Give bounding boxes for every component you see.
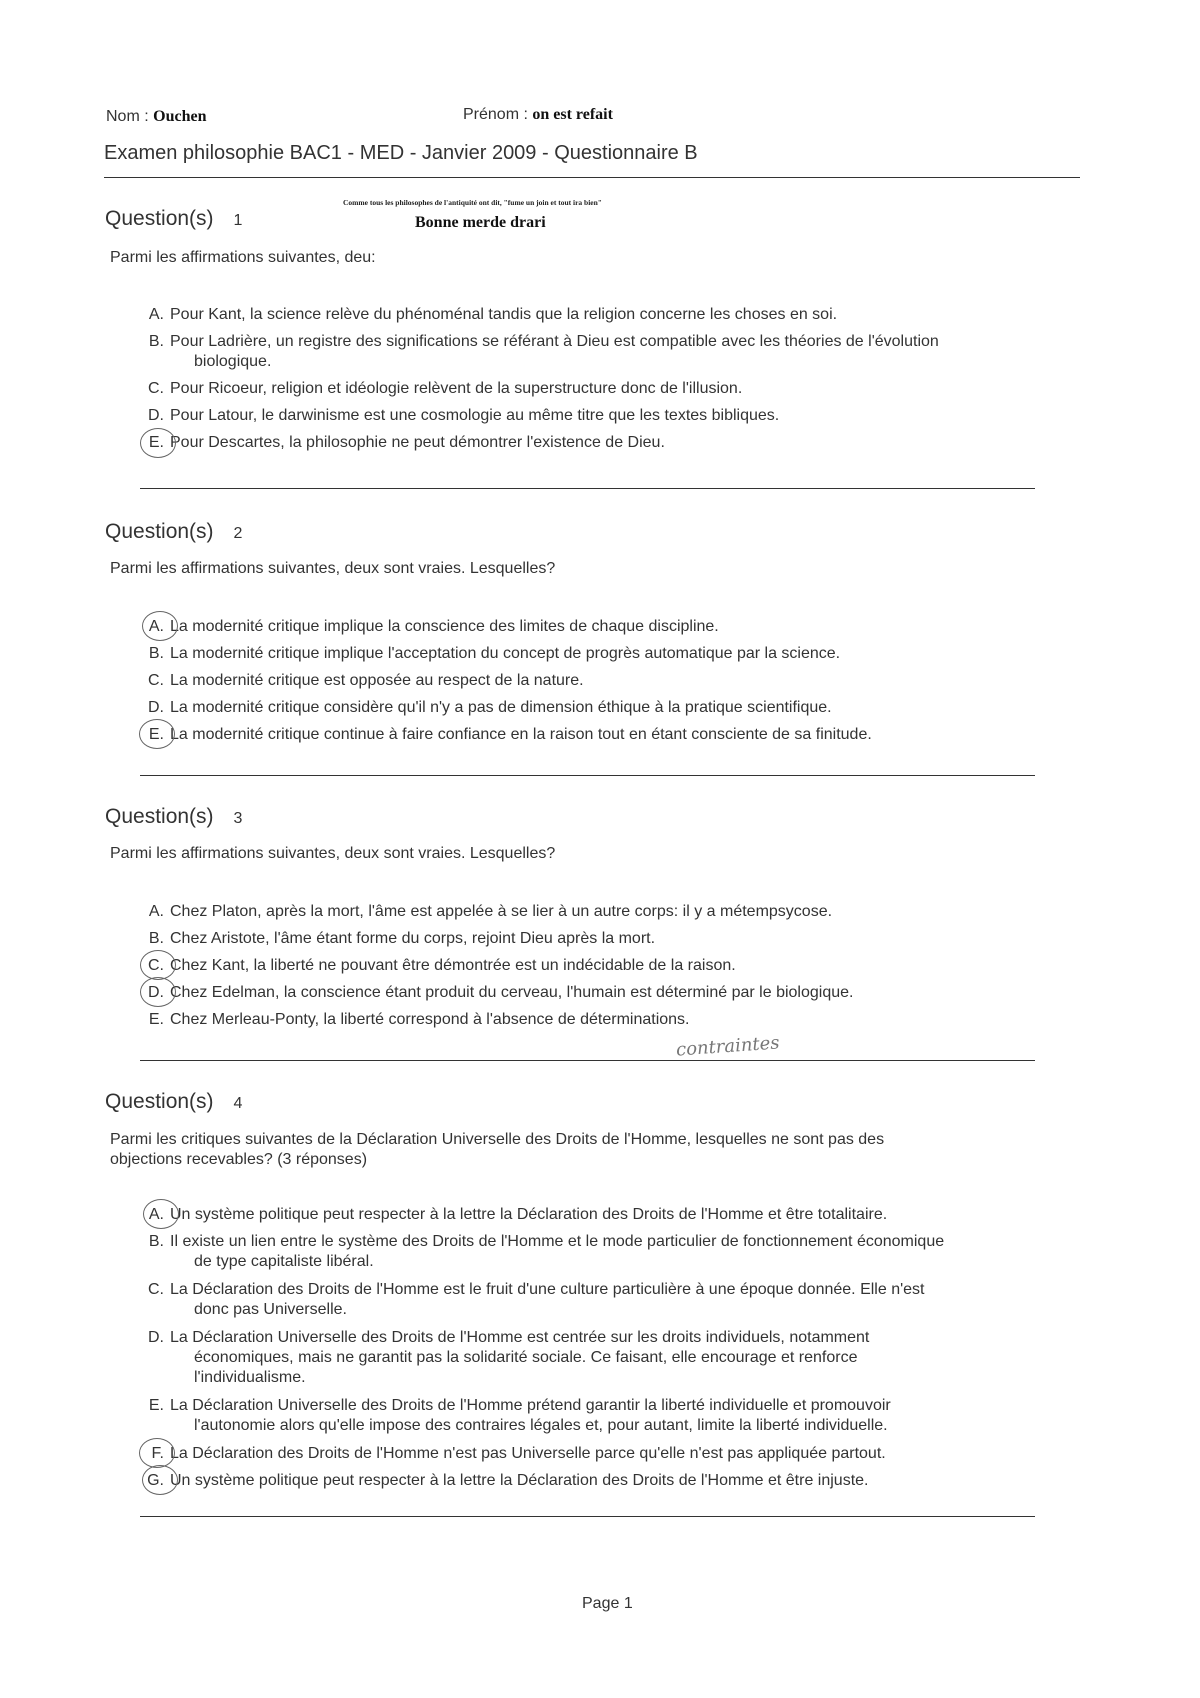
handwritten-note: contraintes <box>675 1032 781 1061</box>
question-label: Question(s) <box>105 805 214 828</box>
question-number: 3 <box>233 810 243 827</box>
name-label: Nom : <box>106 108 149 125</box>
note-small: Comme tous les philosophes de l'antiquité ont dit, "fume un join et tout ira bien" <box>343 198 602 207</box>
question-number: 1 <box>233 212 243 229</box>
firstname-value: on est refait <box>532 106 613 123</box>
question-1-heading <box>105 207 242 231</box>
name-field <box>106 108 206 126</box>
question-1-divider <box>140 488 1035 489</box>
name-value: Ouchen <box>153 108 207 125</box>
question-number: 4 <box>233 1095 243 1112</box>
question-2-divider <box>140 775 1035 776</box>
exam-title: Examen philosophie BAC1 - MED - Janvier 2009 - Questionnaire B <box>104 142 698 164</box>
question-label: Question(s) <box>105 520 214 543</box>
question-1-prompt: Parmi les affirmations suivantes, deu: <box>110 249 376 266</box>
firstname-label: Prénom : <box>463 106 528 123</box>
header-divider <box>104 177 1080 178</box>
question-3-divider <box>140 1060 1035 1061</box>
question-4-divider <box>140 1516 1035 1517</box>
question-3-heading <box>105 805 242 829</box>
question-4-prompt: Parmi les critiques suivantes de la Déclaration Universelle des Droits de l'Homme, lesquelles ne sont pas des objections recevables? (3 réponses) <box>110 1131 885 1168</box>
firstname-field <box>463 106 613 124</box>
question-2-heading <box>105 520 242 544</box>
question-4-heading <box>105 1090 242 1114</box>
question-label: Question(s) <box>105 1090 214 1113</box>
page-number: Page 1 <box>582 1595 633 1612</box>
question-2-prompt: Parmi les affirmations suivantes, deux sont vraies. Lesquelles? <box>110 560 556 577</box>
question-label: Question(s) <box>105 207 214 230</box>
question-number: 2 <box>233 525 243 542</box>
question-3-prompt: Parmi les affirmations suivantes, deux sont vraies. Lesquelles? <box>110 845 556 862</box>
note-big: Bonne merde drari <box>415 214 546 231</box>
